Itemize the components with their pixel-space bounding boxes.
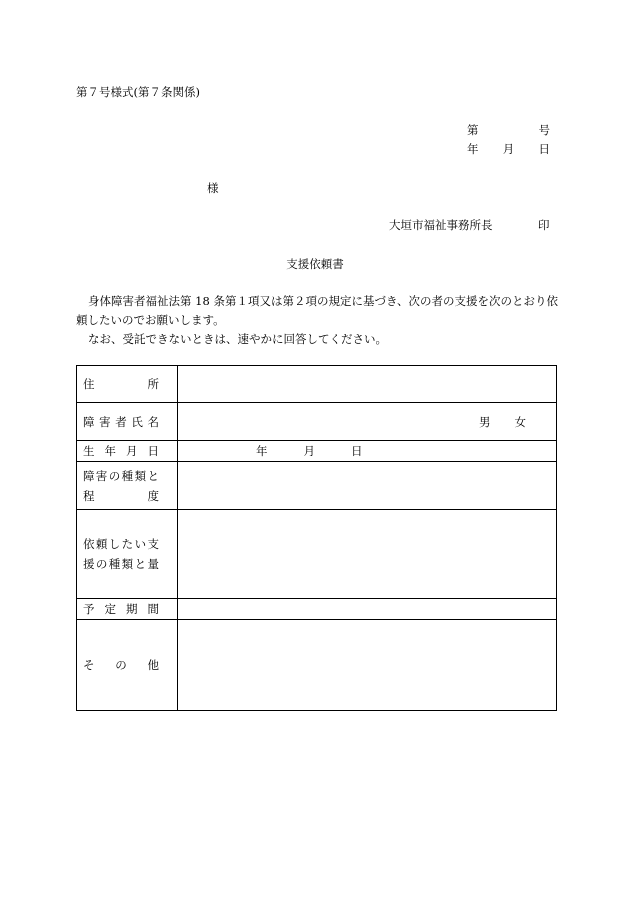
sender-name: 大垣市福祉事務所長: [389, 218, 493, 232]
document-date: [467, 141, 550, 157]
period-label: 予 定 期 間: [77, 599, 178, 620]
birth-day: 日: [351, 444, 363, 458]
birth-month: 月: [303, 444, 315, 458]
sex-options: [178, 414, 556, 430]
document-number: [467, 122, 550, 138]
number-suffix: 号: [538, 123, 550, 137]
document-title: 支援依頼書: [286, 257, 344, 271]
seal-mark: 印: [538, 218, 550, 232]
disability-label: 障 害 の 種 類 と 程 度: [77, 462, 178, 510]
table-row: [77, 510, 557, 599]
date-year: 年: [467, 142, 479, 156]
date-day: 日: [538, 142, 550, 156]
requested-support-label: 依 頼 し た い 支 援 の 種 類 と 量: [77, 510, 178, 599]
name-field[interactable]: [178, 403, 557, 441]
other-label: そ の 他: [77, 620, 178, 711]
body-text: [76, 292, 558, 349]
table-row: [77, 403, 557, 441]
birth-year: 年: [256, 444, 268, 458]
name-label: 障 害 者 氏 名: [77, 403, 178, 441]
birthdate-label: 生 年 月 日: [77, 441, 178, 462]
number-prefix: 第: [467, 123, 479, 137]
other-field[interactable]: [178, 620, 557, 711]
body-paragraph-1: 身体障害者福祉法第 18 条第１項又は第２項の規定に基づき、次の者の支援を次のとおり依頼したいのでお願いします。: [76, 294, 558, 327]
address-field[interactable]: [178, 366, 557, 403]
table-row: [77, 620, 557, 711]
date-month: 月: [502, 142, 515, 156]
table-row: [77, 366, 557, 403]
requested-support-field[interactable]: [178, 510, 557, 599]
table-row: [77, 441, 557, 462]
period-field[interactable]: [178, 599, 557, 620]
request-form-table: [76, 365, 557, 711]
body-paragraph-2: なお、受託できないときは、速やかに回答してください。: [88, 332, 387, 346]
address-label: 住 所: [77, 366, 178, 403]
table-row: [77, 599, 557, 620]
table-row: [77, 462, 557, 510]
form-number: 第７号様式(第７条関係): [76, 85, 200, 99]
addressee-suffix: 様: [207, 181, 219, 195]
sex-female[interactable]: 女: [514, 414, 526, 429]
birthdate-field[interactable]: [178, 441, 557, 462]
disability-field[interactable]: [178, 462, 557, 510]
sex-male[interactable]: 男: [479, 414, 491, 429]
